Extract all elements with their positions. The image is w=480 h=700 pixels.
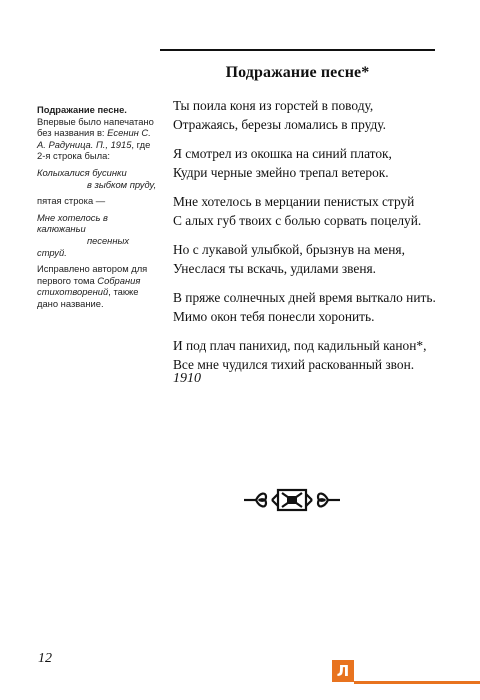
poem-line: Отражаясь, березы ломались в пруду. xyxy=(173,117,386,133)
notes-quote xyxy=(37,167,157,190)
poem-line: Все мне чудился тихий раскованный звон. xyxy=(173,357,415,373)
poem-line: И под плач панихид, под кадильный канон*, xyxy=(173,338,427,353)
poem-line: В пряже солнечных дней время выткало нить. xyxy=(173,290,436,305)
notes-text: Впервые было напечатано без названия в: xyxy=(37,115,154,139)
notes-text: , где 2-я строка была: xyxy=(37,138,151,162)
poem-line: Я смотрел из окошка на синий платок, xyxy=(173,146,392,161)
notes-text: , также дано название. xyxy=(37,286,139,309)
stanza xyxy=(173,144,463,182)
stanza xyxy=(173,192,463,230)
poem-body xyxy=(173,96,463,384)
poem-title: Подражание песне* xyxy=(225,64,370,81)
notes-text: Исправлено автором для первого тома xyxy=(37,263,148,286)
side-notes xyxy=(37,104,157,315)
poem-line: С алых губ твоих с болью сорвать поцелуй. xyxy=(173,213,422,229)
poem-line: Мимо окон тебя понесли хоронить. xyxy=(173,309,375,325)
ornament-icon xyxy=(242,485,342,515)
poem-line: Унеслася ты вскачь, удилами звеня. xyxy=(173,261,376,277)
notes-quote-line: Колыхалися бусинки xyxy=(37,166,127,178)
notes-quote-line: в зыбком пруду, xyxy=(87,178,157,190)
notes-heading: Подражание песне. xyxy=(37,104,127,115)
poem-line: Кудри черные змейно трепал ветерок. xyxy=(173,165,389,181)
publisher-logo-band xyxy=(354,681,480,684)
stanza xyxy=(173,288,463,326)
notes-italic: Собрания стихотворений xyxy=(37,274,141,298)
stanza xyxy=(173,96,463,134)
poem-line: Но с лукавой улыбкой, брызнув на меня, xyxy=(173,242,405,257)
notes-quote-line: песенных струй. xyxy=(37,234,130,258)
stanza xyxy=(173,336,463,374)
poem-line: Ты поила коня из горстей в поводу, xyxy=(173,98,374,113)
poem-line: Мне хотелось в мерцании пенистых струй xyxy=(173,194,415,209)
notes-source: Есенин С. А. Радуница. П., 1915 xyxy=(37,127,151,150)
page-number: 12 xyxy=(38,651,52,666)
notes-quote-line: Мне хотелось в калюжаньи xyxy=(37,211,108,235)
poem-date: 1910 xyxy=(173,371,201,386)
notes-text: пятая строка — xyxy=(37,195,106,207)
publisher-logo-icon: Л xyxy=(332,660,354,682)
stanza xyxy=(173,240,463,278)
notes-quote xyxy=(37,212,157,258)
title-rule xyxy=(160,49,435,51)
